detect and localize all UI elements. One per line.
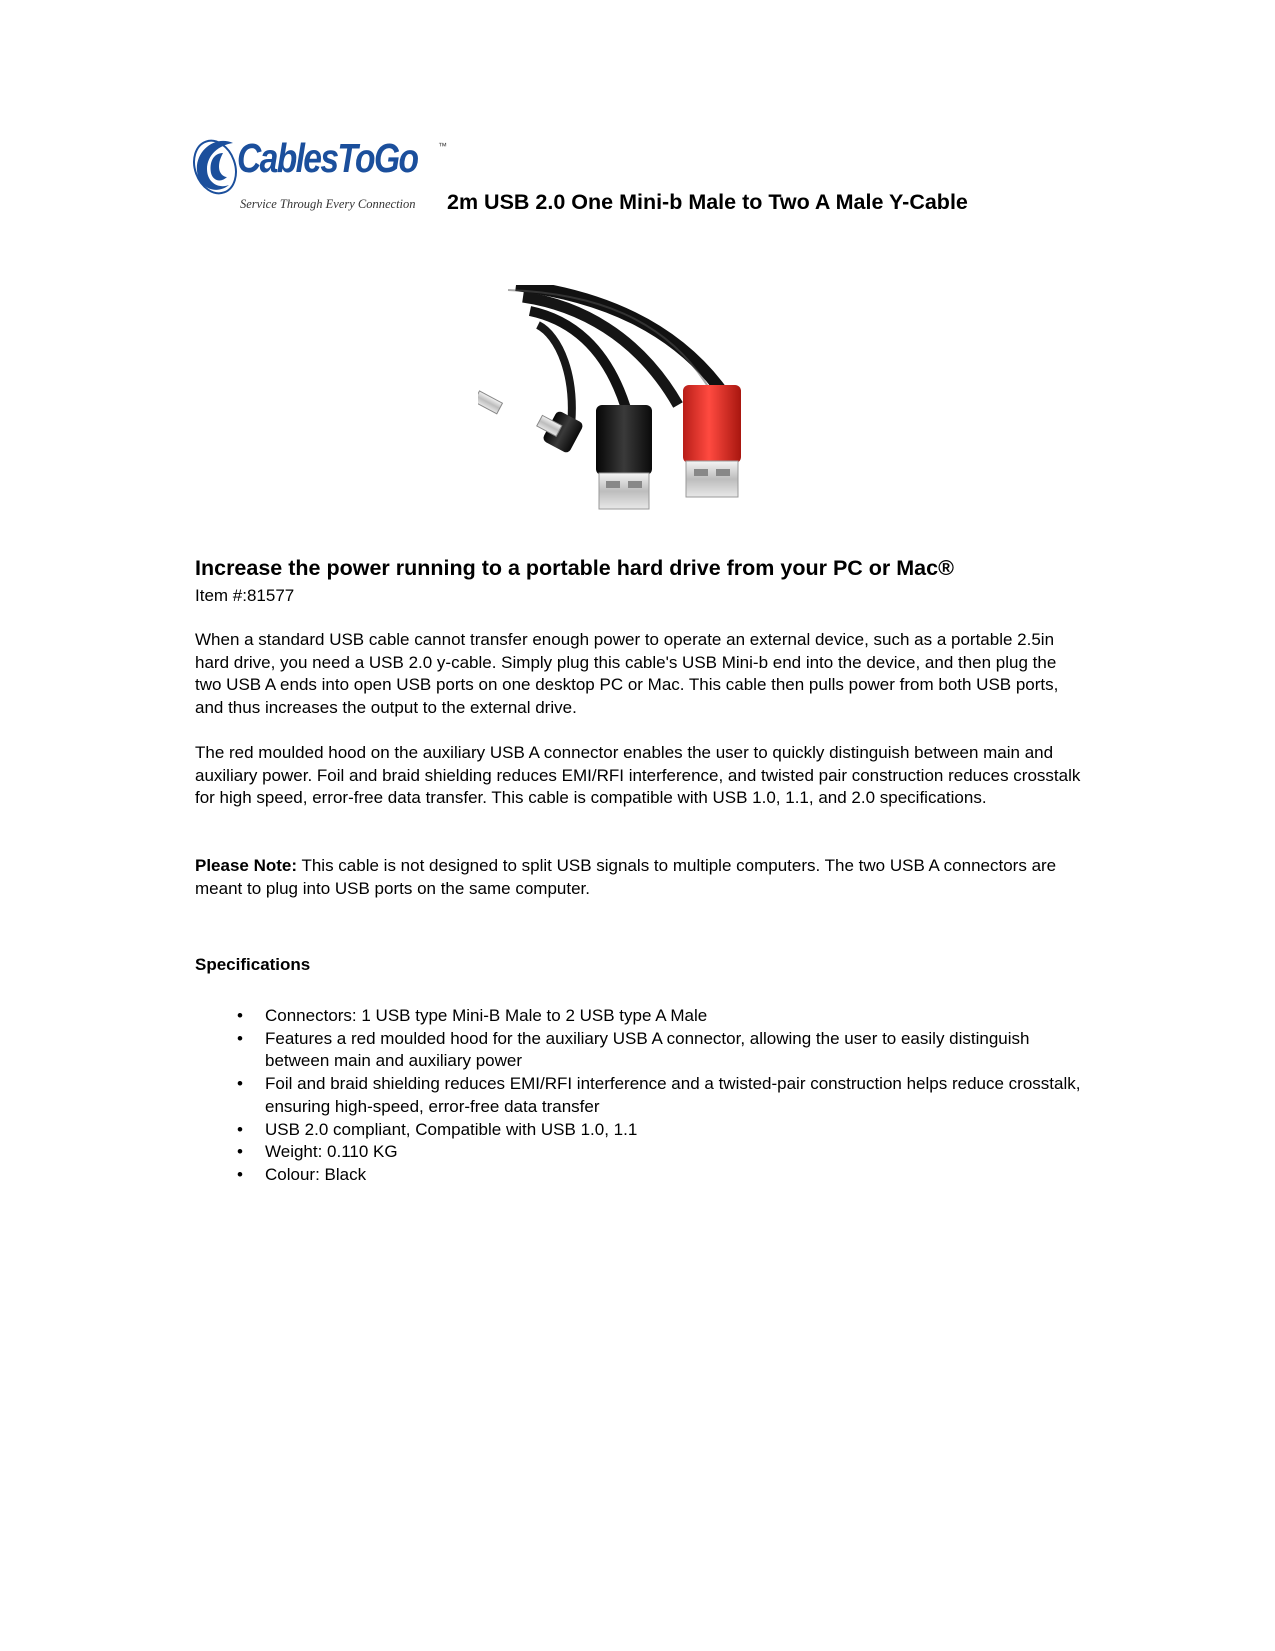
bullet: • (237, 1028, 243, 1048)
list-item (195, 1141, 1085, 1164)
swoosh-c-logo-icon (193, 137, 239, 197)
bullet: • (237, 1142, 243, 1162)
spec-item-text: USB 2.0 compliant, Compatible with USB 1.0, 1.1 (265, 1119, 638, 1139)
bullet: • (237, 1119, 243, 1139)
product-headline: Increase the power running to a portable hard drive from your PC or Mac® (195, 556, 954, 580)
list-item (195, 1028, 1085, 1073)
logo-tagline: Service Through Every Connection (240, 197, 416, 211)
bullet: • (237, 1006, 243, 1025)
description-paragraph-1: When a standard USB cable cannot transfer enough power to operate an external device, such as a portable 2.5in hard drive, you need a USB 2.0 y-cable. Simply plug this cable's USB Mini-b end into the device, and then plug the two USB A ends into open USB ports on one desktop PC or Mac. This cable then pulls power from both USB ports, and thus increases the output to the external drive. (195, 630, 1059, 717)
description-paragraph-2: The red moulded hood on the auxiliary USB A connector enables the user to quickly distinguish between main and auxiliary power. Foil and braid shielding reduces EMI/RFI interference, and twisted pair construction reduces crosstalk for high speed, error-free data transfer. This cable is compatible with USB 1.0, 1.1, and 2.0 specifications. (195, 743, 1081, 807)
cablestogo-logo (193, 135, 447, 215)
list-item (195, 1073, 1085, 1118)
specifications-list (195, 1005, 1085, 1187)
please-note-text: This cable is not designed to split USB signals to multiple computers. The two USB A connectors are meant to plug into USB ports on the same computer. (195, 856, 1057, 898)
spec-item-text: Colour: Black (265, 1164, 367, 1184)
list-item (195, 1005, 1085, 1028)
logo-brand-text: CablesToGo (237, 135, 418, 181)
document-title: 2m USB 2.0 One Mini-b Male to Two A Male Y-Cable (447, 190, 968, 214)
usb-y-cable-image (478, 285, 796, 535)
bullet: • (237, 1074, 243, 1094)
please-note-paragraph (195, 855, 1085, 900)
logo-trademark: ™ (438, 141, 447, 151)
spec-item-text: Features a red moulded hood for the auxiliary USB A connector, allowing the user to easily distinguish between main and auxiliary power (265, 1028, 1030, 1071)
please-note-label: Please Note: (195, 856, 298, 875)
list-item (195, 1119, 1085, 1142)
spec-item-text: Weight: 0.110 KG (265, 1142, 398, 1162)
spec-item-text: Connectors: 1 USB type Mini-B Male to 2 USB type A Male (265, 1006, 708, 1025)
list-item (195, 1164, 1085, 1187)
spec-item-text: Foil and braid shielding reduces EMI/RFI interference and a twisted-pair construction helps reduce crosstalk, ensuring high-speed, error-free data transfer (265, 1074, 1081, 1116)
specifications-heading: Specifications (195, 955, 311, 974)
item-number: Item #:81577 (195, 586, 295, 605)
bullet: • (237, 1164, 243, 1184)
